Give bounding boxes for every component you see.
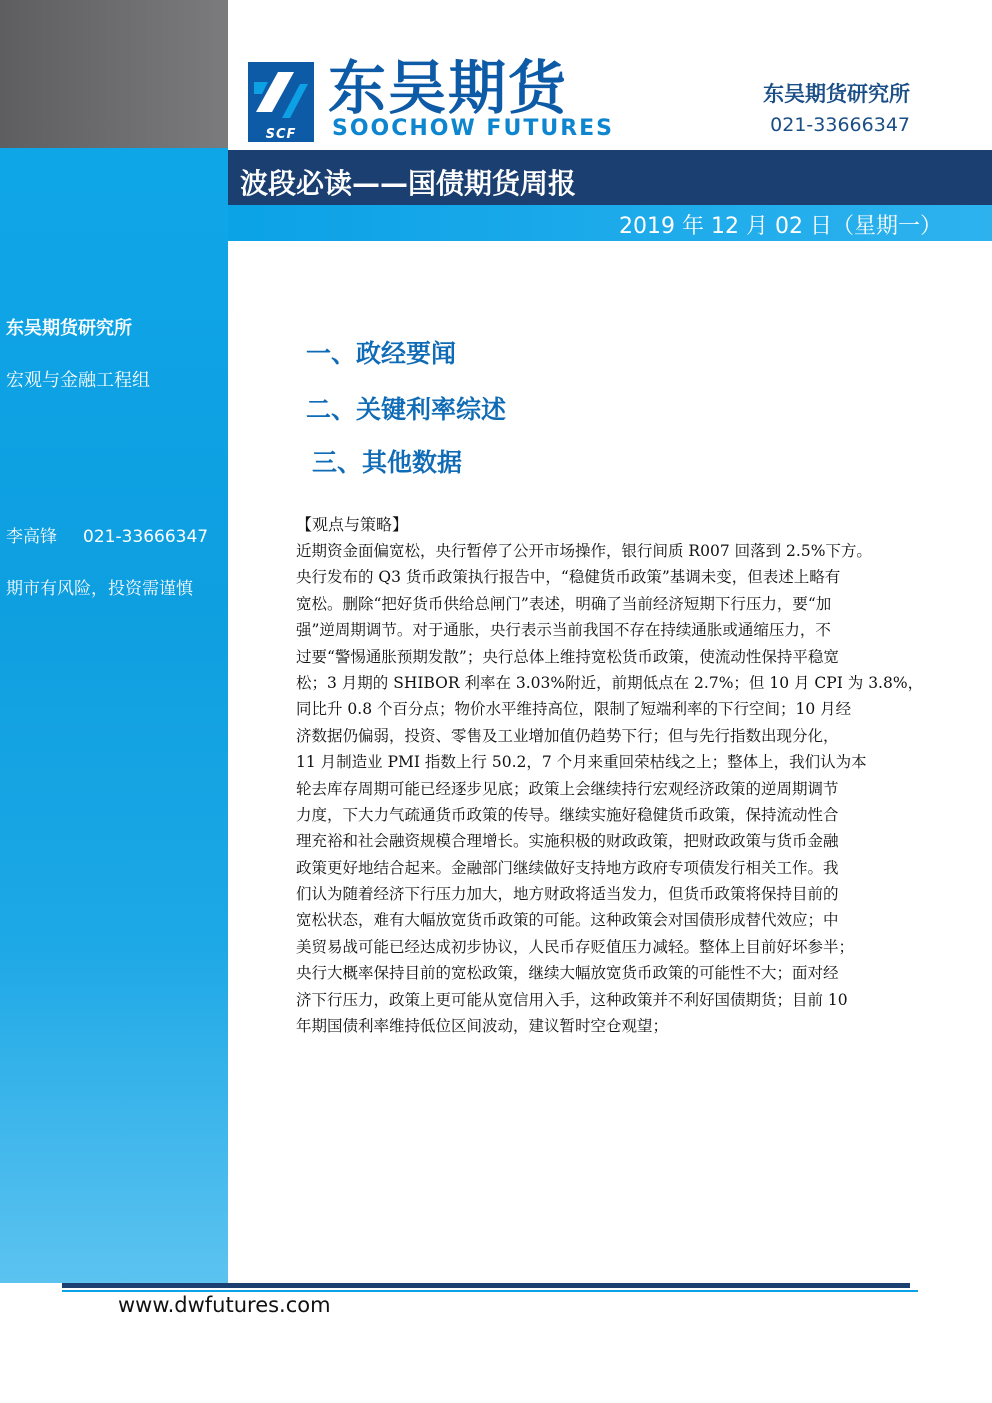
body-line: 央行大概率保持目前的宽松政策，继续大幅放宽货币政策的可能性不大；面对经 bbox=[296, 964, 839, 983]
logo-english-name: SOOCHOW FUTURES bbox=[332, 116, 615, 141]
body-text bbox=[296, 538, 924, 1039]
logo-chinese-name: 东吴期货 bbox=[328, 54, 569, 122]
author-name: 李高锋 bbox=[6, 527, 57, 547]
footer-divider-blue bbox=[62, 1290, 918, 1292]
body-line: 宽松状态，难有大幅放宽货币政策的可能。这种政策会对国债形成替代效应；中 bbox=[296, 911, 839, 930]
toc-item-1: 一、政经要闻 bbox=[306, 339, 457, 368]
body-line: 理充裕和社会融资规模合理增长。实施积极的财政政策，把财政政策与货币金融 bbox=[296, 832, 839, 851]
report-date: 2019 年 12 月 02 日（星期一） bbox=[619, 214, 942, 239]
body-line: 们认为随着经济下行压力加大，地方财政将适当发力，但货币政策将保持目前的 bbox=[296, 885, 839, 904]
body-line: 央行发布的 Q3 货币政策执行报告中，“稳健货币政策”基调未变，但表述上略有 bbox=[296, 568, 841, 587]
toc-item-2: 二、关键利率综述 bbox=[306, 395, 507, 424]
body-line: 近期资金面偏宽松，央行暂停了公开市场操作，银行间质 R007 回落到 2.5%下方。 bbox=[296, 542, 872, 560]
author-phone: 021-33666347 bbox=[83, 527, 209, 547]
footer-divider-navy bbox=[62, 1283, 910, 1288]
company-logo bbox=[248, 54, 615, 142]
body-line: 年期国债利率维持低位区间波动，建议暂时空仓观望； bbox=[296, 1017, 669, 1036]
date-band bbox=[228, 205, 992, 241]
body-line: 11 月制造业 PMI 指数上行 50.2，7 个月来重回荣枯线之上；整体上，我们认为本 bbox=[296, 753, 867, 772]
body-line: 强”逆周期调节。对于通胀，央行表示当前我国不存在持续通胀或通缩压力，不 bbox=[296, 621, 831, 640]
header-gray-block bbox=[0, 0, 228, 148]
toc-item-3: 三、其他数据 bbox=[312, 448, 463, 477]
body-line: 济数据仍偏弱，投资、零售及工业增加值仍趋势下行；但与先行指数出现分化， bbox=[296, 726, 839, 745]
title-band bbox=[228, 150, 992, 205]
sidebar-risk-warning: 期市有风险，投资需谨慎 bbox=[6, 579, 193, 599]
body-line: 过要“警惕通胀预期发散”；央行总体上维持宽松货币政策，使流动性保持平稳宽 bbox=[296, 647, 839, 666]
footer-url: www.dwfutures.com bbox=[118, 1293, 331, 1317]
sidebar-group: 宏观与金融工程组 bbox=[6, 370, 150, 391]
header-phone: 021-33666347 bbox=[770, 114, 910, 136]
report-title: 波段必读——国债期货周报 bbox=[240, 167, 577, 200]
header-institute-name: 东吴期货研究所 bbox=[763, 82, 910, 106]
body-line: 宽松。删除“把好货币供给总闸门”表述，明确了当前经济短期下行压力，要“加 bbox=[296, 594, 832, 613]
logo-abbr: SCF bbox=[248, 128, 314, 142]
body-line: 美贸易战可能已经达成初步协议，人民币存贬值压力减轻。整体上目前好坏参半； bbox=[296, 937, 855, 956]
section-label: 【观点与策略】 bbox=[296, 515, 409, 534]
body-line: 同比升 0.8 个百分点；物价水平维持高位，限制了短端利率的下行空间；10 月经 bbox=[296, 700, 852, 719]
body-line: 济下行压力，政策上更可能从宽信用入手，这种政策并不利好国债期货；目前 10 bbox=[296, 990, 848, 1009]
body-line: 轮去库存周期可能已经逐步见底；政策上会继续持行宏观经济政策的逆周期调节 bbox=[296, 779, 839, 798]
body-line: 政策更好地结合起来。金融部门继续做好支持地方政府专项债发行相关工作。我 bbox=[296, 858, 839, 877]
body-line: 力度，下大力气疏通货币政策的传导。继续实施好稳健货币政策，保持流动性合 bbox=[296, 805, 839, 824]
scf-logo-mark-icon bbox=[248, 62, 314, 128]
sidebar-author bbox=[6, 522, 208, 547]
sidebar-institute: 东吴期货研究所 bbox=[6, 318, 132, 339]
body-line: 松；3 月期的 SHIBOR 利率在 3.03%附近，前期低点在 2.7%；但 10 月 CPI 为 3.8%， bbox=[296, 673, 924, 692]
